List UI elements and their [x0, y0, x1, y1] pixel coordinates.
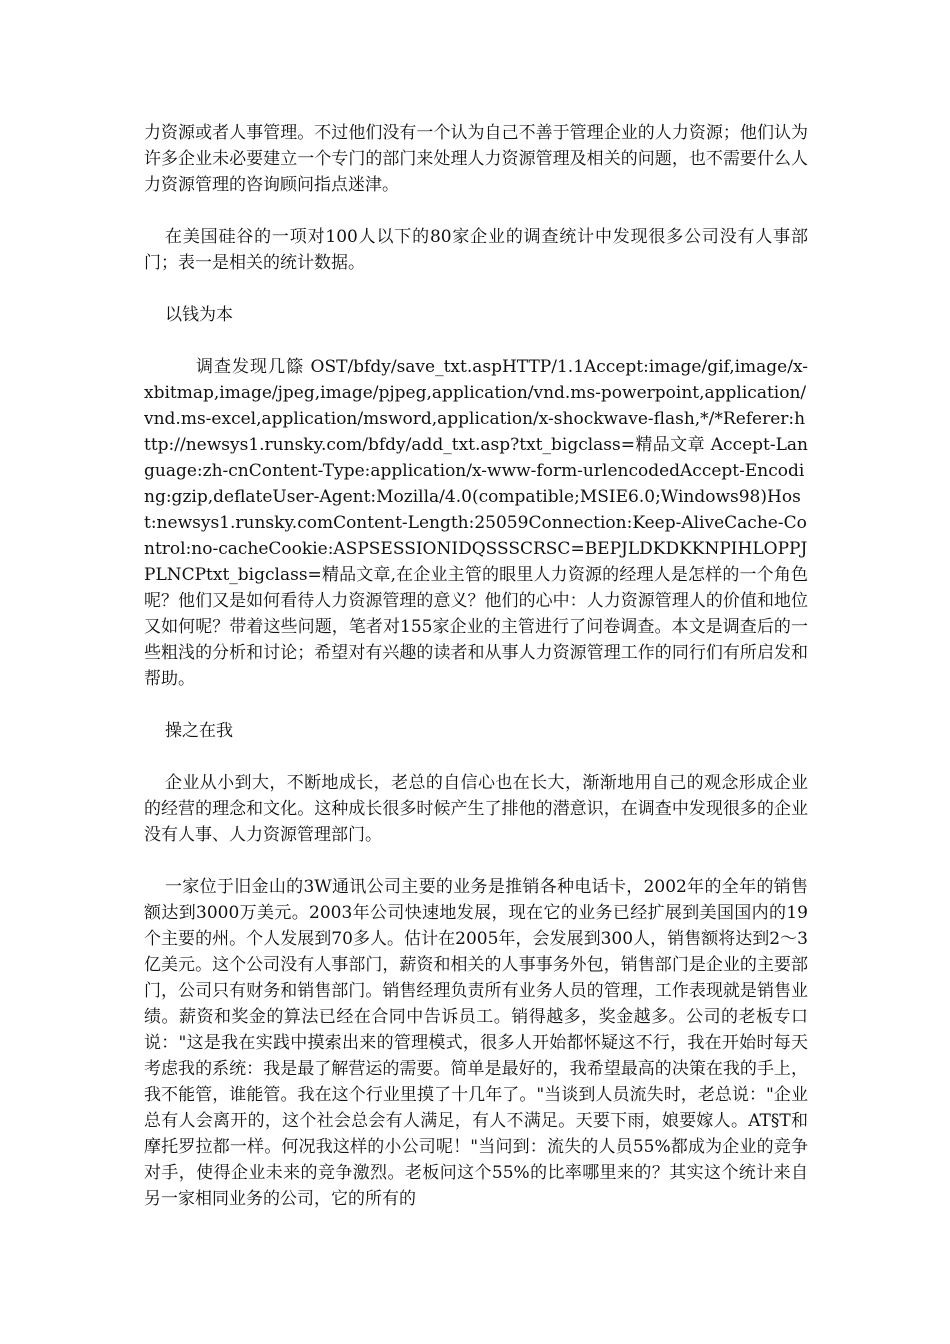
paragraph-enterprise-growth: 企业从小到大，不断地成长，老总的自信心也在长大，渐渐地用自己的观念形成企业的经营的理念和文化。这种成长很多时候产生了排他的潜意识，在调查中发现很多的企业没有人事、人力资源管理部门。 [144, 773, 808, 845]
paragraph-gap [144, 328, 808, 354]
paragraph-gap [144, 744, 808, 770]
document-body [144, 120, 808, 1212]
paragraph-survey-intro: 在美国硅谷的一项对100人以下的80家企业的调查统计中发现很多公司没有人事部门；表一是相关的统计数据。 [144, 227, 808, 273]
section-heading-control: 操之在我 [165, 721, 233, 741]
paragraph-gap [144, 198, 808, 224]
paragraph-3w-case: 一家位于旧金山的3W通讯公司主要的业务是推销各种电话卡，2002年的全年的销售额达到3000万美元。2003年公司快速地发展，现在它的业务已经扩展到美国国内的19个主要的州。个人发展到70多人。估计在2005年，会发展到300人，销售额将达到2～3亿美元。这个公司没有人事部门，薪资和相关的人事事务外包，销售部门是企业的主要部门，公司只有财务和销售部门。销售经理负责所有业务人员的管理，工作表现就是销售业绩。薪资和奖金的算法已经在合同中告诉员工。销得越多，奖金越多。公司的老板专口说："这是我在实践中摸索出来的管理模式，很多人开始都怀疑这不行，我在开始时每天考虑我的系统：我是最了解营运的需要。简单是最好的，我希望最高的决策在我的手上，我不能管，谁能管。我在这个行业里摸了十几年了。"当谈到人员流失时，老总说："企业总有人会离开的，这个社会总会有人满足，有人不满足。天要下雨，娘要嫁人。AT§T和摩托罗拉都一样。何况我这样的小公司呢！"当问到：流失的人员55%都成为企业的竞争对手，使得企业未来的竞争激烈。老板问这个55%的比率哪里来的？其实这个统计来自另一家相同业务的公司，它的所有的 [144, 877, 808, 1209]
section-heading-money: 以钱为本 [165, 305, 233, 325]
paragraph-gap [144, 692, 808, 718]
paragraph-survey-findings: 调查发现几篨 OST/bfdy/save_txt.aspHTTP/1.1Accept:image/gif,image/x-xbitmap,image/jpeg,image/pjpeg,application/vnd.ms-powerpoint,application/vnd.ms-excel,application/msword,application/x-shockwave-flash,*/*Referer:http://newsys1.runsky.com/bfdy/add_txt.asp?txt_bigclass=精品文章 Accept-Language:zh-cnContent-Type:application/x-www-form-urlencodedAccept-Encoding:gzip,deflateUser-Agent:Mozilla/4.0(compatible;MSIE6.0;Windows98)Host:newsys1.runsky.comContent-Length:25059Connection:Keep-AliveCache-Control:no-cacheCookie:ASPSESSIONIDQSSSCRSC=BEPJLDKDKKNPIHLOPPJPLNCPtxt_bigclass=精品文章,在企业主管的眼里人力资源的经理人是怎样的一个角色呢？他们又是如何看待人力资源管理的意义？他们的心中：人力资源管理人的价值和地位又如何呢？带着这些问题，笔者对155家企业的主管进行了问卷调查。本文是调查后的一些粗浅的分析和讨论；希望对有兴趣的读者和从事人力资源管理工作的同行们有所启发和帮助。 [144, 357, 808, 689]
paragraph-gap [144, 276, 808, 302]
paragraph-gap [144, 848, 808, 874]
paragraph-continuation: 力资源或者人事管理。不过他们没有一个认为自己不善于管理企业的人力资源；他们认为许多企业未必要建立一个专门的部门来处理人力资源管理及相关的问题，也不需要什么人力资源管理的咨询顾问指点迷津。 [144, 123, 808, 195]
